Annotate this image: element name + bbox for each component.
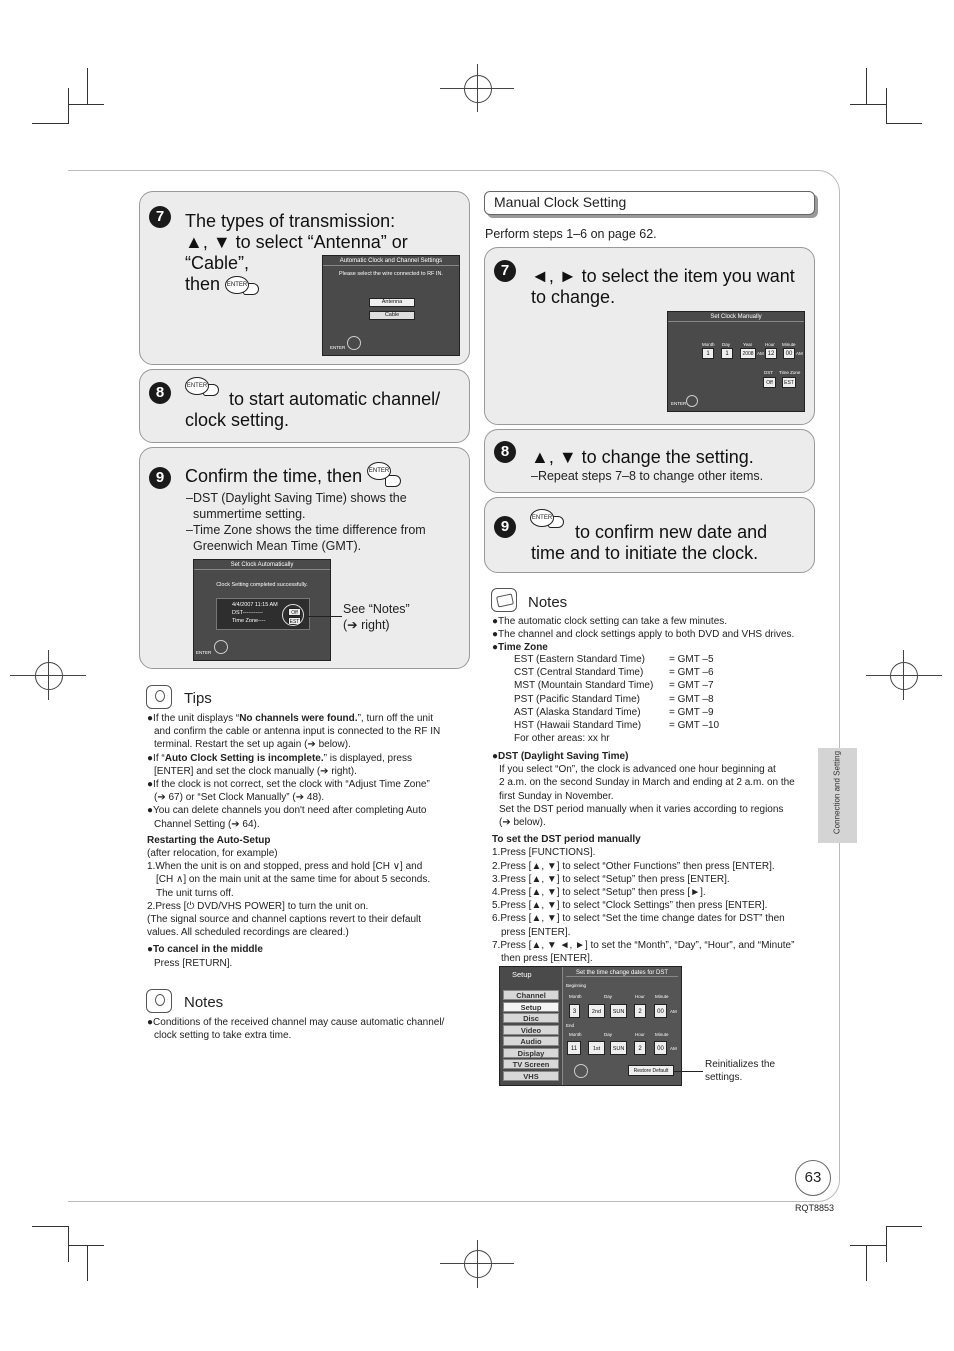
tz-row-name: MST (Mountain Standard Time)	[514, 680, 654, 691]
setup-title: Setup	[512, 970, 532, 979]
begin-minute-field[interactable]: 00	[654, 1004, 667, 1018]
crop-mark	[68, 88, 69, 124]
crop-mark	[886, 1226, 887, 1262]
tz-label: Time Zone	[779, 370, 801, 375]
header-title: Manual Clock Setting	[494, 194, 627, 210]
perform-steps: Perform steps 1–6 on page 62.	[485, 227, 657, 241]
hour-label: Hour	[635, 1032, 645, 1037]
manual-dst-step: 3.Press [▲, ▼] to select “Setup” then press [ENTER].	[492, 873, 730, 885]
menu-setup[interactable]: Setup	[503, 1002, 559, 1012]
restart-heading: Restarting the Auto-Setup	[147, 834, 271, 846]
manual-step9-number: 9	[494, 516, 516, 538]
step7-line2: ▲, ▼ to select “Antenna” or	[185, 232, 408, 252]
month-label: Month	[569, 1032, 582, 1037]
left-note-1: ●Conditions of the received channel may cause automatic channel/	[147, 1017, 445, 1028]
right-notes-list	[492, 615, 812, 655]
end-day-field[interactable]: SUN	[610, 1041, 627, 1055]
tz-row-name: AST (Alaska Standard Time)	[514, 707, 641, 718]
crop-mark	[886, 88, 887, 124]
dst-field[interactable]: Off	[763, 377, 776, 388]
tips-list	[147, 712, 467, 970]
minute-label: Minute	[655, 994, 669, 999]
tip-2: ●If “Auto Clock Setting is incomplete.” is displayed, press	[147, 752, 412, 764]
document-code: RQT8853	[795, 1203, 835, 1213]
end-label: End	[566, 1023, 575, 1028]
tip-1-line3: terminal. Restart the set up again (➔ below).	[154, 739, 351, 751]
dst-setup-screen	[499, 966, 682, 1086]
dst-heading: ●DST (Daylight Saving Time)	[492, 751, 629, 762]
screen-enter-label: ENTER	[196, 650, 212, 655]
tips-icon	[146, 685, 172, 709]
manual-dst-step: 5.Press [▲, ▼] to select “Clock Settings” then press [ENTER].	[492, 900, 768, 912]
month-field[interactable]: 1	[702, 348, 714, 359]
reinit-line1: Reinitializes the	[705, 1059, 776, 1070]
notes-icon	[491, 588, 517, 612]
step8-enter-group	[185, 376, 219, 396]
enter-button-icon: ENTER	[367, 462, 391, 480]
manual-step9-line1: to confirm new date and	[575, 522, 768, 542]
manual-step7-line2: to change.	[531, 287, 616, 307]
time-zone-table	[514, 654, 774, 744]
tz-row-value: = GMT –9	[669, 707, 714, 718]
step8-line1: to start automatic channel/	[229, 389, 441, 409]
tz-row-name: HST (Hawaii Standard Time)	[514, 720, 642, 731]
crop-mark	[68, 1226, 69, 1262]
crop-mark	[68, 104, 104, 105]
minute-field[interactable]: 00	[783, 348, 795, 359]
year-field[interactable]: 2008	[740, 348, 756, 359]
dst-note-1: –DST (Daylight Saving Time) shows the	[186, 491, 407, 505]
hour-label: Hour	[765, 342, 775, 347]
tz-note-1: –Time Zone shows the time difference from	[186, 523, 426, 537]
restart-step1-line3: The unit turns off.	[156, 887, 234, 899]
minute-label: Minute	[782, 342, 796, 347]
manual-dst-step-cont: then press [ENTER].	[501, 953, 593, 965]
hour-label: Hour	[635, 994, 645, 999]
menu-channel[interactable]: Channel	[503, 990, 559, 1000]
tip-2-line2: [ENTER] and set the clock manually (➔ right).	[154, 765, 357, 777]
manual-step8-line2: –Repeat steps 7–8 to change other items.	[531, 469, 764, 483]
see-notes-line1: See “Notes”	[343, 602, 410, 616]
am-indicator: AM	[670, 1009, 677, 1014]
minute-label: Minute	[655, 1032, 669, 1037]
tz-note-2: Greenwich Mean Time (GMT).	[193, 539, 362, 553]
crop-mark	[850, 104, 886, 105]
see-notes-callout	[343, 601, 410, 633]
page-frame-top	[68, 170, 813, 171]
dst-value: Off	[288, 608, 301, 616]
reinit-callout	[705, 1058, 775, 1084]
end-week-field[interactable]: 1st	[588, 1041, 605, 1055]
dst-line: 2 a.m. on the second Sunday in March and ending at 2 a.m. on the	[499, 777, 795, 789]
date-time: 4/4/2007 11:15 AM	[232, 602, 278, 608]
left-notes-list	[147, 1016, 467, 1042]
right-note-2: ●The channel and clock settings apply to both DVD and VHS drives.	[492, 629, 795, 641]
screen-message: Clock Setting completed successfully.	[216, 582, 308, 588]
tz-row-value: = GMT –6	[669, 667, 714, 678]
screen-title: Set Clock Automatically	[194, 562, 330, 570]
day-label: Day	[604, 994, 613, 999]
manual-step9-enter-group	[530, 508, 564, 528]
side-tab	[818, 748, 857, 843]
restart-step1: 1.When the unit is on and stopped, press and hold [CH ∨] and	[147, 861, 423, 873]
dst-label: DST-----------	[232, 610, 263, 616]
year-label: Year	[743, 342, 753, 347]
setup-menu-panel	[500, 967, 563, 1085]
tz-field[interactable]: EST	[782, 377, 796, 388]
begin-week-field[interactable]: 2nd	[588, 1004, 605, 1018]
manual-dst-step: 6.Press [▲, ▼] to select “Set the time change dates for DST” then	[492, 913, 785, 925]
restart-note-line2: values. All scheduled recordings are cleared.)	[147, 927, 349, 939]
tip-3-line2: (➔ 67) or “Set Clock Manually” (➔ 48).	[154, 792, 325, 804]
step7-line1: The types of transmission:	[185, 211, 396, 231]
manual-dst-step: 4.Press [▲, ▼] to select “Setup” then press [►].	[492, 887, 706, 899]
tz-row-name: PST (Pacific Standard Time)	[514, 694, 640, 705]
reinit-line2: settings.	[705, 1072, 743, 1084]
registration-line	[903, 650, 904, 700]
set-clock-auto-screen	[193, 559, 331, 661]
crop-mark	[850, 1245, 886, 1246]
manual-step8-line1: ▲, ▼ to change the setting.	[531, 447, 754, 467]
tip-1: ●If the unit displays “No channels were found.”, turn off the unit	[147, 713, 433, 724]
right-note-1: ●The automatic clock setting can take a few minutes.	[492, 616, 728, 627]
month-label: Month	[569, 994, 582, 999]
page-number: 63	[795, 1160, 831, 1196]
dst-notes	[492, 750, 814, 965]
crop-mark	[866, 68, 867, 104]
tz-row-value: = GMT –10	[669, 720, 720, 731]
tip-4-line2: Channel Setting (➔ 64).	[154, 818, 260, 830]
screen-title: Automatic Clock and Channel Settings	[323, 258, 459, 266]
crop-mark	[886, 1226, 922, 1227]
crop-mark	[87, 1245, 88, 1281]
step7-then: then	[185, 274, 221, 294]
enter-button-icon: ENTER	[225, 276, 249, 294]
crop-mark	[32, 123, 68, 124]
set-clock-manual-screen	[667, 311, 805, 412]
registration-mark	[35, 662, 63, 690]
tip-3: ●If the clock is not correct, set the clock with “Adjust Time Zone”	[147, 779, 430, 791]
tip-1-line2: and confirm the cable or antenna input is connected to the RF IN	[154, 726, 441, 738]
day-field[interactable]: 1	[721, 348, 733, 359]
menu-vhs[interactable]: VHS	[503, 1071, 559, 1081]
cable-option[interactable]: Cable	[369, 311, 415, 320]
tz-row-name: EST (Eastern Standard Time)	[514, 654, 645, 665]
highlight-circle	[282, 604, 304, 626]
step9-number: 9	[149, 467, 171, 489]
step7-number: 7	[149, 206, 171, 228]
restart-step2: 2.Press [⏻ DVD/VHS POWER] to turn the unit on.	[147, 900, 369, 912]
day-label: Day	[722, 342, 731, 347]
cancel-body: Press [RETURN].	[154, 957, 233, 969]
restart-step1-line2: [CH ∧] on the main unit at the same time for about 5 seconds.	[156, 874, 431, 886]
begin-day-field[interactable]: SUN	[610, 1004, 627, 1018]
manual-step7-number: 7	[494, 260, 516, 282]
screen-enter-label: ENTER	[330, 345, 346, 350]
dst-label: DST	[764, 370, 773, 375]
see-notes-line2: (➔ right)	[343, 618, 390, 632]
dst-line: Set the DST period manually when it varies according to regions	[499, 803, 784, 815]
manual-dst-step: 1.Press [FUNCTIONS].	[492, 847, 596, 859]
step7-line3: “Cable”,	[185, 253, 250, 273]
menu-video[interactable]: Video	[503, 1025, 559, 1035]
menu-disc[interactable]: Disc	[503, 1013, 559, 1023]
dst-panel-title: Set the time change dates for DST	[566, 970, 678, 977]
page-frame-bottom	[68, 1201, 813, 1202]
callout-line	[308, 616, 342, 617]
crop-mark	[68, 1245, 104, 1246]
crop-mark	[87, 68, 88, 104]
begin-hour-field[interactable]: 2	[634, 1004, 646, 1018]
tz-row-value: = GMT –5	[669, 654, 714, 665]
registration-mark	[890, 662, 918, 690]
remote-dial-icon	[214, 640, 228, 654]
tips-heading: Tips	[184, 690, 212, 707]
dst-line: first Sunday in November.	[499, 790, 614, 802]
tz-row-value: = GMT –8	[669, 694, 714, 705]
manual-dst-step: 7.Press [▲, ▼ ◄, ►] to set the “Month”, “Day”, “Hour”, and “Minute”	[492, 939, 795, 951]
restore-default-button[interactable]: Restore Default	[628, 1065, 674, 1076]
registration-mark	[464, 1250, 492, 1278]
month-label: Month	[702, 342, 715, 347]
step9-line1: Confirm the time, then	[185, 466, 363, 486]
remote-dial-icon	[347, 336, 361, 350]
beginning-label: Beginning	[566, 983, 587, 988]
callout-line	[673, 1071, 703, 1072]
notes-heading: Notes	[184, 994, 224, 1011]
enter-button-icon: ENTER	[530, 509, 554, 527]
registration-line	[866, 675, 942, 676]
tz-row-value: = GMT –7	[669, 680, 714, 691]
dst-note-2: summertime setting.	[193, 507, 306, 521]
manual-step8-number: 8	[494, 441, 516, 463]
screen-enter-label: ENTER	[671, 401, 687, 406]
left-note-1-line2: clock setting to take extra time.	[154, 1030, 292, 1042]
antenna-option[interactable]: Antenna	[369, 298, 415, 307]
begin-month-field[interactable]: 3	[569, 1004, 580, 1018]
end-hour-field[interactable]: 2	[634, 1041, 646, 1055]
menu-tv-screen[interactable]: TV Screen	[503, 1059, 559, 1069]
manual-step9-line2: time and to initiate the clock.	[531, 543, 759, 563]
hour-field[interactable]: 12	[765, 348, 777, 359]
crop-mark	[32, 1226, 68, 1227]
screen-title: Set Clock Manually	[668, 314, 804, 322]
dst-line: If you select “On”, the clock is advanced one hour beginning at	[499, 764, 776, 776]
other-areas: For other areas: xx hr	[514, 733, 610, 744]
crop-mark	[886, 123, 922, 124]
registration-line	[477, 1240, 478, 1288]
auto-clock-channel-screen	[322, 255, 460, 356]
registration-line	[48, 650, 49, 700]
restart-note: (The signal source and channel captions revert to their default	[147, 914, 422, 926]
registration-line	[477, 64, 478, 112]
crop-mark	[866, 1245, 867, 1281]
step8-number: 8	[149, 382, 171, 404]
tz-row-name: CST (Central Standard Time)	[514, 667, 644, 678]
right-notes-heading: Notes	[528, 594, 568, 611]
tz-value: EST	[289, 619, 300, 625]
remote-dial-icon	[574, 1064, 588, 1078]
end-minute-field[interactable]: 00	[654, 1041, 667, 1055]
manual-step7-line1: ◄, ► to select the item you want	[531, 266, 795, 286]
day-label: Day	[604, 1032, 613, 1037]
menu-display[interactable]: Display	[503, 1048, 559, 1058]
end-month-field[interactable]: 11	[567, 1041, 581, 1055]
time-zone-heading: ●Time Zone	[492, 642, 548, 654]
step9-notes	[186, 490, 466, 554]
cancel-heading: ●To cancel in the middle	[147, 944, 263, 956]
restart-subheading: (after relocation, for example)	[147, 848, 278, 860]
enter-button-icon: ENTER	[185, 377, 209, 395]
am-indicator: AM	[757, 351, 764, 356]
manual-dst-step: 2.Press [▲, ▼] to select “Other Functions” then press [ENTER].	[492, 860, 775, 872]
step9-instruction	[185, 466, 401, 487]
am-indicator: AM	[796, 351, 803, 356]
menu-audio[interactable]: Audio	[503, 1036, 559, 1046]
remote-dial-icon	[686, 395, 698, 407]
am-indicator: AM	[670, 1046, 677, 1051]
side-tab-label: Connection and Setting	[832, 750, 842, 835]
tip-4: ●You can delete channels you don't need after completing Auto	[147, 805, 427, 817]
tz-label: Time Zone----	[232, 618, 266, 624]
step8-line2: clock setting.	[185, 410, 290, 430]
screen-prompt: Please select the wire connected to RF IN.	[339, 271, 443, 277]
dst-line: (➔ below).	[499, 817, 546, 829]
manual-step7-instruction	[531, 266, 811, 308]
registration-mark	[464, 75, 492, 103]
manual-dst-step-cont: press [ENTER].	[501, 926, 571, 938]
manual-clock-header	[484, 191, 815, 215]
notes-icon	[146, 989, 172, 1013]
manual-dst-heading: To set the DST period manually	[492, 834, 641, 846]
